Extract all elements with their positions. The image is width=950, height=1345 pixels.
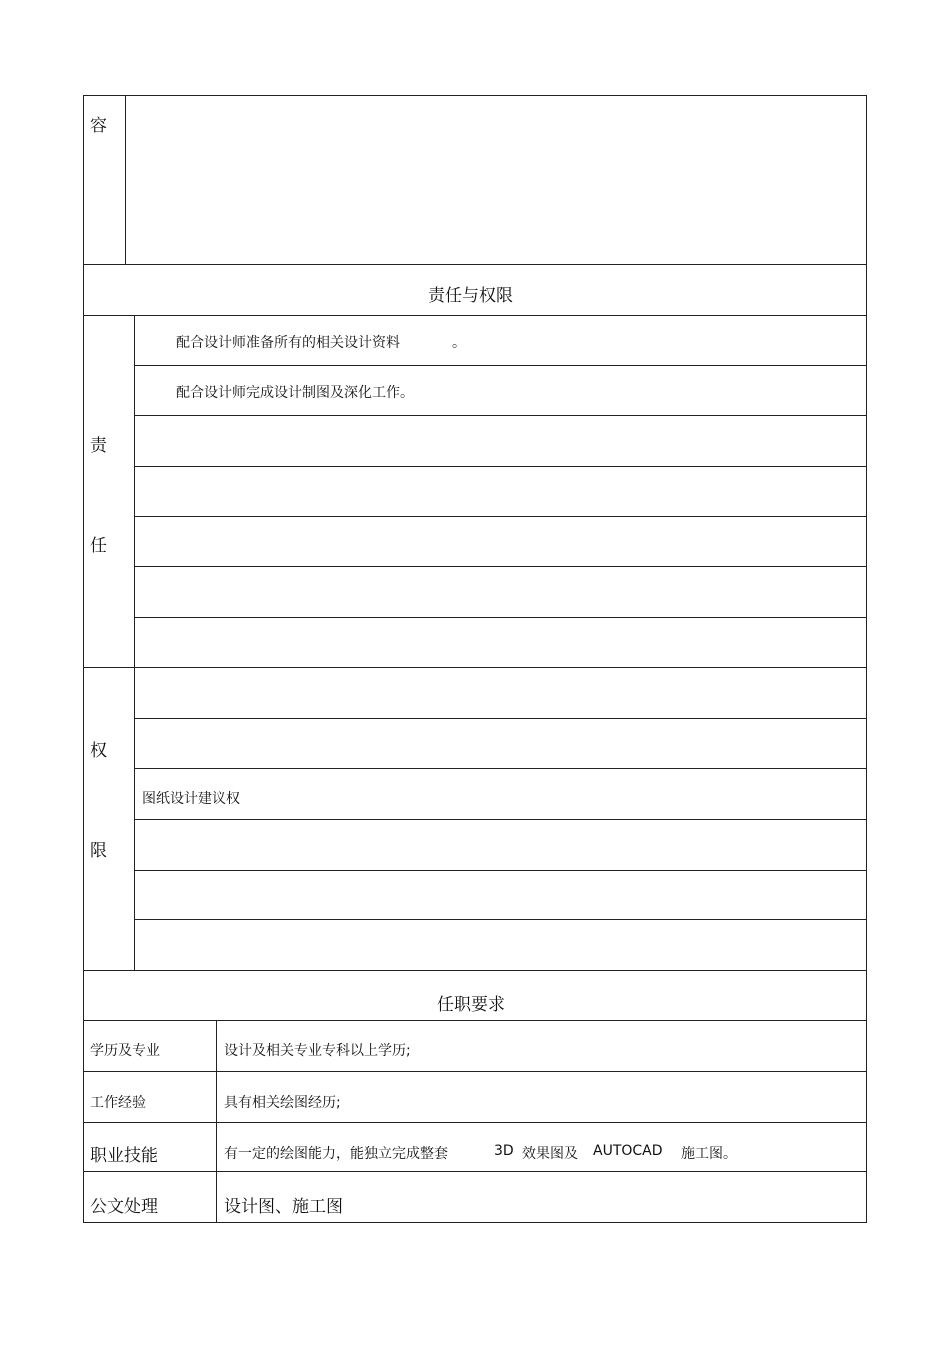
table-border-top <box>83 95 867 96</box>
responsibility-item-1: 配合设计师准备所有的相关设计资料 <box>176 335 400 351</box>
authority-row-border <box>134 870 867 871</box>
requirement-value-documents: 设计图、施工图 <box>224 1197 343 1217</box>
responsibility-divider <box>134 315 135 971</box>
requirement-value-skills-part-5: 施工图。 <box>681 1146 737 1162</box>
content-divider <box>125 95 126 265</box>
authority-section-border <box>83 970 867 971</box>
table-border-bottom <box>83 1222 867 1223</box>
responsibility-row-border <box>134 466 867 467</box>
requirements-header: 任职要求 <box>437 995 505 1015</box>
responsibility-section-border <box>83 667 867 668</box>
responsibility-item-2: 配合设计师完成设计制图及深化工作。 <box>176 385 414 401</box>
requirement-label-experience: 工作经验 <box>90 1095 146 1111</box>
authority-row-border <box>134 919 867 920</box>
responsibility-row-border <box>134 415 867 416</box>
requirement-value-skills-part-3: 效果图及 <box>522 1146 578 1162</box>
content-bottom-border <box>83 264 867 265</box>
requirement-value-education: 设计及相关专业专科以上学历; <box>224 1043 411 1059</box>
content-label: 容 <box>90 116 107 136</box>
authority-row-border <box>134 768 867 769</box>
responsibility-header: 责任与权限 <box>428 286 513 306</box>
authority-label-char-1: 权 <box>90 741 107 761</box>
authority-item-3: 图纸设计建议权 <box>142 791 240 807</box>
responsibility-label-char-2: 任 <box>90 536 107 556</box>
responsibility-row-border <box>134 365 867 366</box>
requirements-row-border <box>83 1122 867 1123</box>
requirement-value-experience: 具有相关绘图经历; <box>224 1095 341 1111</box>
authority-row-border <box>134 718 867 719</box>
requirement-value-skills-part-4: AUTOCAD <box>593 1143 663 1159</box>
responsibility-row-border <box>134 566 867 567</box>
requirement-label-documents: 公文处理 <box>90 1197 158 1217</box>
requirement-value-skills-part-1: 有一定的绘图能力，能独立完成整套 <box>224 1146 448 1162</box>
responsibility-label-char-1: 责 <box>90 436 107 456</box>
requirements-row-border <box>83 1171 867 1172</box>
authority-row-border <box>134 819 867 820</box>
requirement-label-skills: 职业技能 <box>90 1146 158 1166</box>
responsibility-row-border <box>134 617 867 618</box>
authority-label-char-2: 限 <box>90 841 107 861</box>
responsibility-item-1-suffix: 。 <box>452 335 466 351</box>
requirements-row-border <box>83 1071 867 1072</box>
requirement-value-skills-part-2: 3D <box>494 1143 514 1159</box>
responsibility-row-border <box>134 516 867 517</box>
requirement-label-education: 学历及专业 <box>90 1043 160 1059</box>
responsibility-header-border <box>83 315 867 316</box>
requirements-header-border <box>83 1020 867 1021</box>
